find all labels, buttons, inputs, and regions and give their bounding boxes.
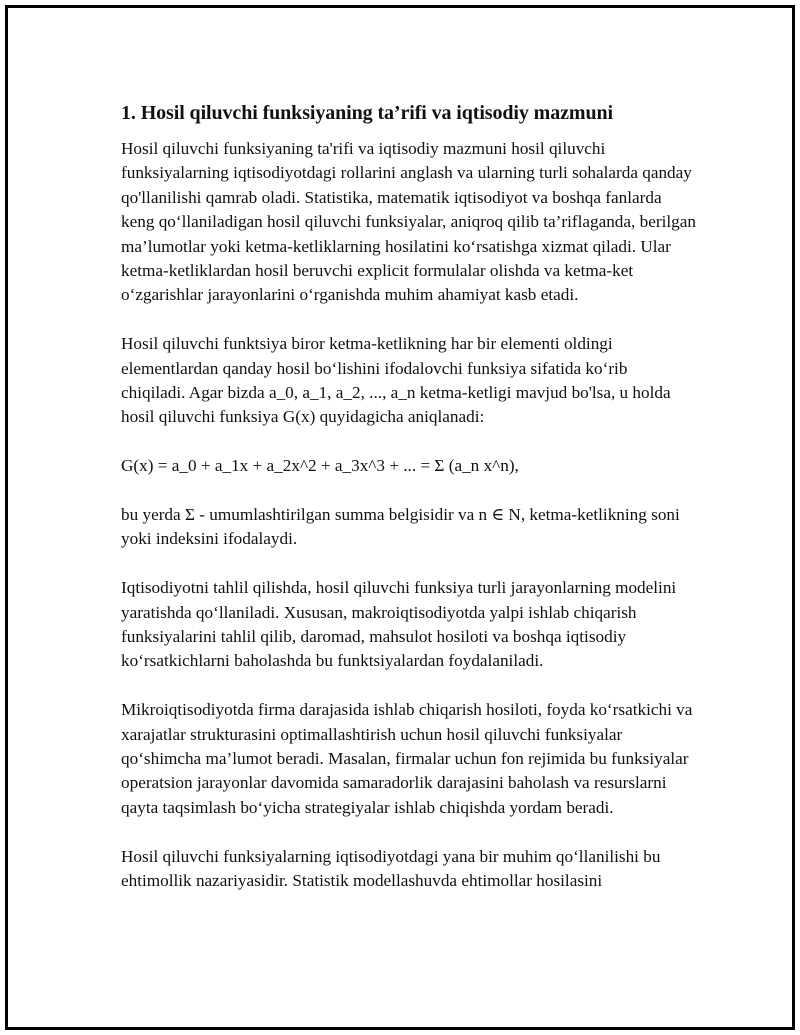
paragraph-sequence: Hosil qiluvchi funktsiya biror ketma-ketlikning har bir elementi oldingi elementlardan qanday hosil bo‘lishini ifodalovchi funksiya sifatida ko‘rib chiqiladi. Agar bizda a_0, a_1, a_2, ..., a_n ketma-ketligi mavjud bo'lsa, u holda hosil qiluvchi funksiya G(x) quyidagicha aniqlanadi: <box>121 334 671 427</box>
paragraph-spacer <box>121 308 696 332</box>
paragraph-sum-notation: bu yerda Σ - umumlashtirilgan summa belgisidir va n ∈ N, ketma-ketlikning soni yoki indeksini ifodalaydi. <box>121 505 680 549</box>
paragraph-spacer <box>121 820 696 844</box>
paragraph-spacer <box>121 430 696 454</box>
paragraph-probability: Hosil qiluvchi funksiyalarning iqtisodiyotdagi yana bir muhim qo‘llanilishi bu ehtimollik nazariyasidir. Statistik modellashuvda ehtimollar hosilasini <box>121 846 661 891</box>
page-frame <box>5 5 795 1030</box>
paragraph-microeconomics: Mikroiqtisodiyotda firma darajasida ishlab chiqarish hosiloti, foyda ko‘rsatkichi va xarajatlar strukturasini optimallashtirish uchun hosil qiluvchi funksiyalar qo‘shimcha ma’lumot beradi. Masalan, firmalar uchun fon rejimida bu funksiyalar operatsion jarayonlar davomida samaradorlik darajasini baholash va resurslarni qayta taqsimlash bo‘yicha strategiyalar ishlab chiqishda yordam beradi. <box>121 700 693 817</box>
document-body <box>121 100 696 894</box>
paragraph-definition: Hosil qiluvchi funksiyaning ta'rifi va iqtisodiy mazmuni hosil qiluvchi funksiyalarning iqtisodiyotdagi rollarini anglash va ularning turli sohalarda qanday qo'llanilishi qamrab oladi. Statistika, matematik iqtisodiyot va boshqa fanlarda keng qo‘llaniladigan hosil qiluvchi funksiyalar, aniqroq qilib ta’riflaganda, berilgan ma’lumotlar yoki ketma-ketliklarning hosilatini ko‘rsatishga xizmat qiladi. Ular ketma-ketliklardan hosil beruvchi explicit formulalar olishda va ketma-ket o‘zgarishlar jarayonlarini o‘rganishda muhim ahamiyat kasb etadi. <box>121 139 696 305</box>
formula-line: G(x) = a_0 + a_1x + a_2x^2 + a_3x^3 + ... = Σ (a_n x^n), <box>121 456 519 476</box>
paragraph-spacer <box>121 674 696 698</box>
paragraph-spacer <box>121 479 696 503</box>
paragraph-macroeconomics: Iqtisodiyotni tahlil qilishda, hosil qiluvchi funksiya turli jarayonlarning modelini yaratishda qo‘llaniladi. Xususan, makroiqtisodiyotda yalpi ishlab chiqarish funksiyalarini tahlil qilib, daromad, mahsulot hosiloti va boshqa iqtisodiy ko‘rsatkichlarni baholashda bu funktsiyalardan foydalaniladi. <box>121 578 677 671</box>
paragraph-spacer <box>121 552 696 576</box>
section-heading: 1. Hosil qiluvchi funksiyaning ta’rifi va iqtisodiy mazmuni <box>121 102 613 124</box>
